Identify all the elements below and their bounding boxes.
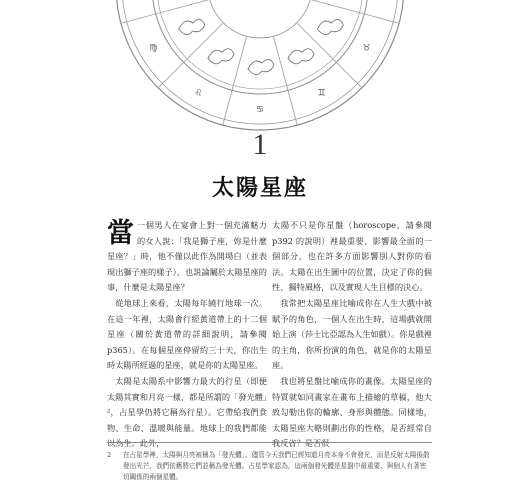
chapter-number: 1 <box>252 128 268 161</box>
drop-cap: 當 <box>107 218 134 249</box>
zodiac-creature-6 <box>179 19 205 34</box>
zodiac-sign-glyph-2: ♉ <box>362 43 371 54</box>
zodiac-creature-4 <box>248 59 274 74</box>
zodiac-sign-glyph-3: ♊ <box>317 88 326 99</box>
paragraph-1: 當一個男人在宴會上對一個充滿魅力的女人說：「我是獅子座，妳是什麼星座？」時，他不僅以此作為開場白（並表現出獅子座的樣子），也説論屬於太陽星座的事，什麼是太陽星座？ <box>107 218 267 293</box>
left-text-column <box>107 218 267 452</box>
right-text-column <box>272 218 432 452</box>
paragraph-4: 太陽不只是你星盤（horoscope，請參閱 p392 的說明）裡最重要、影響最全面的一個部分，也在許多方面影響別人對你的看法。太陽在出生圖中的位置，決定了你的個性、獨特風格，以及實現人生目標的決心。 <box>272 220 432 293</box>
zodiac-creature-2 <box>317 19 343 34</box>
zodiac-creature-5 <box>208 49 234 64</box>
zodiac-creature-3 <box>288 49 314 64</box>
zodiac-sign-glyph-5: ♌ <box>194 88 203 99</box>
footnote <box>107 450 432 483</box>
zodiac-sign-glyph-6: ♍ <box>149 43 158 54</box>
footnote-divider <box>107 442 432 443</box>
footnote-text: 在占星學裡，太陽與月亮被稱為「發光體」。儘管今天我們已經知道月亮本身不會發光，而是反射太陽後散發出光芒，我們依舊將它們並稱為發光體。占星學家認為，這兩個發光體是星盤中最重要、與個人有著密切關係的兩個星體。 <box>123 451 430 481</box>
chapter-title: 太陽星座 <box>211 176 308 201</box>
paragraph-5: 我常把太陽星座比喻成你在人生大戲中被賦予的角色，一個人在出生時，這場戲就開始上演（莎士比亞認為人生如戲）。你是戲裡的主角，你所扮演的角色，就是你的太陽星座。 <box>272 297 432 371</box>
paragraph-2: 從地球上來看，太陽每年繞行地球一次。在這一年裡，太陽會行經黃道帶上的十二個星座（關於黃道帶的詳細說明，請參閱 p365）。在每個星座停留約三十天，你出生時太陽所經過的星座，就是你的太陽星座。 <box>107 297 267 371</box>
footnote-number: 2 <box>107 451 112 459</box>
zodiac-sign-glyph-4: ♋ <box>255 105 265 115</box>
paragraph-6: 我也將星盤比喻成你的畫像。太陽星座的特質就如同畫家在畫布上描繪的草稿，他大致勾勒出你的輪廓、身形與體態。同樣地，太陽星座大略則劃出你的性格，是否經常自我反省？是否很 <box>272 375 432 449</box>
paragraph-3: 太陽是太陽系中影響力最大的行星（即便太陽其實和月亮一樣，都是所謂的「發光體」²，占星學仍將它稱為行星）。它帶給我們食物、生命、溫暖與能量。地球上的我們都能以為生。此外， <box>107 375 267 449</box>
